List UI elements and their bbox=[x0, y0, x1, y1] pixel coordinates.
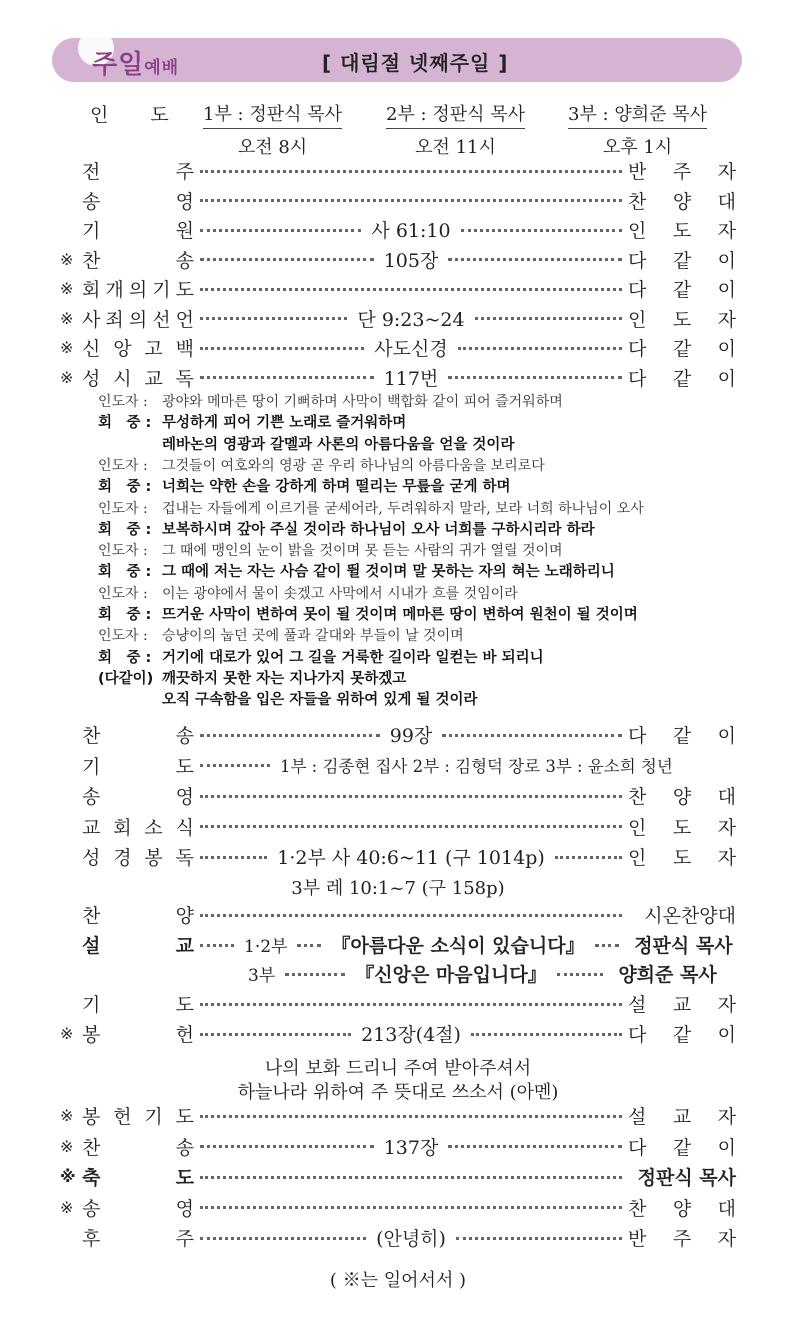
responsive-line: 인도자 : 승냥이의 눕던 곳에 풀과 갈대와 부들이 날 것이며 bbox=[98, 628, 464, 645]
order-label: 기 원 bbox=[82, 220, 194, 242]
order-detail: (안녕히) bbox=[376, 1228, 446, 1250]
order-row bbox=[60, 215, 736, 244]
order-row: ※ 성 시 교 독 117번 다 같 이 bbox=[60, 363, 736, 392]
order-performer: 다 같 이 bbox=[628, 279, 736, 301]
order-detail: 137장 bbox=[383, 1136, 439, 1159]
intro-label: 인 도 bbox=[90, 104, 169, 126]
order-label: 성 경 봉 독 bbox=[82, 847, 194, 869]
order-label: 신 앙 고 백 bbox=[82, 338, 194, 360]
order-performer: 찬 양 대 bbox=[628, 1197, 736, 1220]
order-performer: 다 같 이 bbox=[628, 1024, 736, 1046]
order-row bbox=[60, 1223, 736, 1252]
service-1: 1부 : 정판식 목사 오전 8시 bbox=[203, 100, 342, 159]
order-label: 사 죄 의 선 언 bbox=[82, 308, 194, 331]
offering-line-1: 나의 보화 드리니 주여 받아주셔서 bbox=[264, 1058, 532, 1079]
responsive-line: 인도자 : 겁내는 자들에게 이르기를 굳세어라, 두려워하지 말라, 보라 너희 하나님이 오사 bbox=[98, 500, 644, 517]
responsive-line: 회 중 : 뜨거운 사막이 변하여 못이 될 것이며 메마른 땅이 변하여 원천이 될 것이며 bbox=[98, 607, 638, 623]
sermon-title-1: 『아름다운 소식이 있습니다』 bbox=[331, 935, 585, 957]
service-3: 3부 : 양희준 목사 오후 1시 bbox=[568, 100, 707, 159]
order-label: 교 회 소 식 bbox=[82, 816, 194, 839]
order-detail: 1부 : 김종현 집사 2부 : 김형덕 장로 3부 : 윤소희 청년 bbox=[280, 757, 673, 776]
order-row: ※ 찬 송 105장 다 같 이 bbox=[60, 245, 736, 274]
responsive-line: 오직 구속함을 입은 자들을 위하여 있게 될 것이라 bbox=[162, 692, 478, 709]
order-detail: 213장(4절) bbox=[361, 1024, 461, 1046]
responsive-line: 회 중 : 거기에 대로가 있어 그 길을 거룩한 길이라 일컫는 바 되리니 bbox=[98, 649, 544, 666]
order-performer: 다 같 이 bbox=[628, 367, 736, 390]
order-performer: 다 같 이 bbox=[628, 725, 736, 747]
order-detail: 117번 bbox=[383, 367, 439, 390]
order-detail: 사도신경 bbox=[374, 338, 448, 360]
order-performer: 다 같 이 bbox=[628, 1136, 736, 1159]
order-label: 기 도 bbox=[82, 994, 194, 1016]
order-label: 축 도 bbox=[82, 1167, 194, 1189]
logo: 주일예배 bbox=[92, 50, 180, 80]
order-row bbox=[60, 812, 736, 841]
order-label: 전 주 bbox=[82, 161, 194, 183]
order-row bbox=[60, 842, 736, 871]
order-detail: 99장 bbox=[389, 725, 433, 747]
order-row: ※ 찬 송 137장 다 같 이 bbox=[60, 1132, 736, 1161]
order-row: ※ 회 개 의 기 도 다 같 이 bbox=[60, 274, 736, 303]
order-row bbox=[60, 989, 736, 1018]
responsive-line: 회 중 : 너희는 약한 손을 강하게 하며 떨리는 무릎을 굳게 하며 bbox=[98, 479, 511, 496]
order-row: 찬 양 시온찬양대 bbox=[82, 905, 736, 927]
order-performer: 인 도 자 bbox=[628, 220, 736, 242]
sermon-title-2: 『신앙은 마음입니다』 bbox=[355, 964, 547, 986]
sermon-row-1: 설 교 1·2부 『아름다운 소식이 있습니다』 정판식 목사 bbox=[60, 930, 736, 959]
responsive-line: 회 중 : 보복하시며 갚아 주실 것이라 하나님이 오사 너희를 구하시리라 하라 bbox=[98, 521, 595, 538]
order-row bbox=[60, 186, 736, 215]
responsive-line: 회 중 : 그 때에 저는 자는 사슴 같이 뛸 것이며 말 못하는 자의 혀는 노래하리니 bbox=[98, 564, 615, 581]
order-label: 기 도 bbox=[82, 755, 194, 778]
order-label: 찬 송 bbox=[82, 249, 194, 272]
order-performer: 정판식 목사 bbox=[637, 1167, 736, 1189]
order-performer: 인 도 자 bbox=[628, 847, 736, 869]
order-performer: 찬 양 대 bbox=[628, 190, 736, 213]
order-row: ※ 봉 헌 기 도 설 교 자 bbox=[60, 1101, 736, 1130]
order-row bbox=[60, 751, 736, 780]
order-performer: 인 도 자 bbox=[628, 816, 736, 839]
order-row: ※ 신 앙 고 백 사도신경 다 같 이 bbox=[60, 333, 736, 362]
order-performer: 반 주 자 bbox=[628, 1228, 736, 1250]
order-label: 송 영 bbox=[82, 1197, 194, 1220]
order-row: ※ 축 도 정판식 목사 bbox=[60, 1162, 736, 1191]
order-label: 찬 송 bbox=[82, 725, 194, 747]
service-2: 2부 : 정판식 목사 오전 11시 bbox=[386, 100, 525, 159]
footer-note: ( ※는 일어서서 ) bbox=[329, 1270, 467, 1291]
responsive-line: 레바논의 영광과 갈멜과 사론의 아름다움을 얻을 것이라 bbox=[162, 436, 515, 453]
responsive-line: 인도자 : 그 때에 맹인의 눈이 밝을 것이며 못 듣는 사람의 귀가 열릴 것이며 bbox=[98, 543, 563, 560]
order-detail: 사 61:10 bbox=[371, 220, 451, 242]
order-detail: 105장 bbox=[383, 249, 439, 272]
reading-3: 3부 레 10:1~7 (구 158p) bbox=[291, 878, 505, 899]
responsive-line: 인도자 : 광야와 메마른 땅이 기뻐하며 사막이 백합화 같이 피어 즐거워하며 bbox=[98, 394, 563, 410]
order-label: 봉 헌 기 도 bbox=[82, 1106, 194, 1128]
order-row bbox=[60, 781, 736, 810]
header-title: [ 대림절 넷째주일 ] bbox=[322, 51, 509, 75]
order-label: 송 영 bbox=[82, 190, 194, 213]
offering-line-2: 하늘나라 위하여 주 뜻대로 쓰소서 (아멘) bbox=[237, 1082, 559, 1103]
order-row: ※ 봉 헌 213장(4절) 다 같 이 bbox=[60, 1019, 736, 1048]
responsive-line: (다같이) 깨끗하지 못한 자는 지나가지 못하겠고 bbox=[98, 670, 407, 687]
order-label: 봉 헌 bbox=[82, 1024, 194, 1046]
responsive-line: 인도자 : 그것들이 여호와의 영광 곧 우리 하나님의 아름다움을 보리로다 bbox=[98, 457, 545, 474]
order-performer: 다 같 이 bbox=[628, 338, 736, 360]
order-row bbox=[60, 720, 736, 749]
order-row: ※ 송 영 찬 양 대 bbox=[60, 1193, 736, 1222]
responsive-line: 회 중 : 무성하게 피어 기쁜 노래로 즐거워하며 bbox=[98, 415, 407, 432]
order-row: ※ 사 죄 의 선 언 단 9:23~24 인 도 자 bbox=[60, 304, 736, 333]
order-performer: 반 주 자 bbox=[628, 161, 736, 183]
order-performer: 설 교 자 bbox=[628, 1106, 736, 1128]
order-performer: 찬 양 대 bbox=[628, 786, 736, 808]
order-label: 후 주 bbox=[82, 1228, 194, 1250]
order-performer: 설 교 자 bbox=[628, 994, 736, 1016]
sermon-row-2: 3부 『신앙은 마음입니다』 양희준 목사 bbox=[60, 959, 736, 988]
responsive-line: 인도자 : 이는 광야에서 물이 솟겠고 사막에서 시내가 흐를 것임이라 bbox=[98, 585, 518, 602]
order-detail: 1·2부 사 40:6~11 (구 1014p) bbox=[277, 847, 545, 869]
order-label: 찬 송 bbox=[82, 1136, 194, 1159]
order-detail: 단 9:23~24 bbox=[357, 308, 465, 331]
order-row bbox=[60, 156, 736, 185]
order-label: 회 개 의 기 도 bbox=[82, 279, 194, 301]
order-label: 송 영 bbox=[82, 786, 194, 808]
order-performer: 다 같 이 bbox=[628, 249, 736, 272]
order-performer: 인 도 자 bbox=[628, 308, 736, 331]
order-label: 성 시 교 독 bbox=[82, 367, 194, 390]
